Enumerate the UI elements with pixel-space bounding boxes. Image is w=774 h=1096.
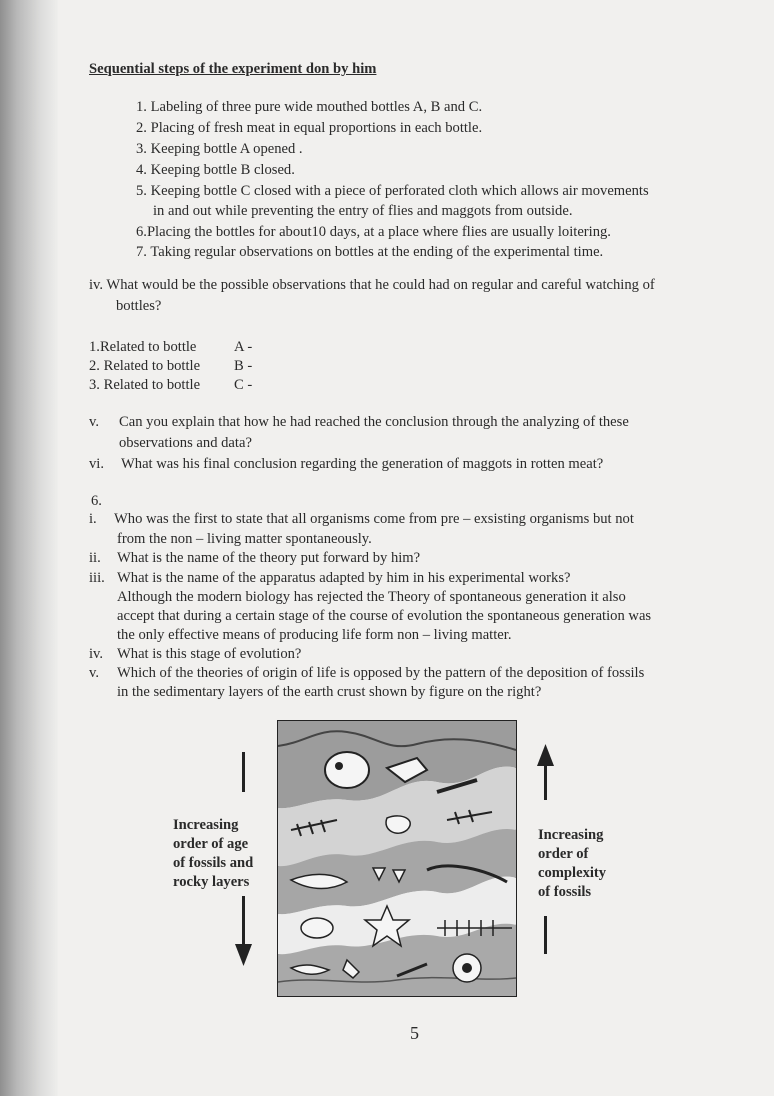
bottle-value: B - [234,358,253,374]
step-item: 6.Placing the bottles for about10 days, at a place where flies are usually loitering. [136,224,611,240]
question-6iv-number: iv. [89,646,104,662]
arrow-shaft-top [544,764,547,800]
section-6-number: 6. [91,493,102,509]
step-item: 4. Keeping bottle B closed. [136,162,295,178]
question-6v-line: in the sedimentary layers of the earth crust shown by figure on the right? [117,684,542,700]
arrow-up-icon [537,744,554,766]
question-6i-line: from the non – living matter spontaneously. [117,531,372,547]
step-item: 5. Keeping bottle C closed with a piece of perforated cloth which allows air movements [136,183,649,199]
step-item: 2. Placing of fresh meat in equal proportions in each bottle. [136,120,483,136]
question-6iii-number: iii. [89,570,105,586]
question-v-number: v. [89,414,99,430]
question-6i-number: i. [89,511,97,527]
step-item: 3. Keeping bottle A opened . [136,141,303,157]
question-iv-line: bottles? [116,298,162,314]
paragraph-line: Although the modern biology has rejected the Theory of spontaneous generation it also [117,589,626,605]
complexity-label-line: order of [538,846,589,862]
complexity-label-line: complexity [538,865,607,881]
paragraph-line: accept that during a certain stage of the course of evolution the spontaneous generation was [117,608,652,624]
arrow-shaft-bottom [242,896,245,948]
arrow-shaft-bottom [544,916,547,954]
question-6ii-text: What is the name of the theory put forward by him? [117,550,421,566]
bottle-label: 1.Related to bottle [89,339,197,355]
question-6iii-text: What is the name of the apparatus adapted by him in his experimental works? [117,570,571,586]
age-order-label [173,816,283,892]
step-item-continuation: in and out while preventing the entry of flies and maggots from outside. [153,203,573,219]
bottle-label: 2. Related to bottle [89,358,201,374]
bottle-value: C - [234,377,253,393]
arrow-down-icon [235,944,252,966]
step-item: 1. Labeling of three pure wide mouthed bottles A, B and C. [136,99,483,115]
question-vi-number: vi. [89,456,104,472]
question-6ii-number: ii. [89,550,101,566]
question-6iv-text: What is this stage of evolution? [117,646,302,662]
question-v-line: Can you explain that how he had reached the conclusion through the analyzing of these [119,414,629,430]
bottle-label: 3. Related to bottle [89,377,201,393]
question-v-line: observations and data? [119,435,252,451]
rock-strata-illustration [277,720,517,997]
arrow-shaft-top [242,752,245,792]
question-iv-line: iv. What would be the possible observations that he could had on regular and careful watching of [89,277,655,293]
step-item: 7. Taking regular observations on bottles at the ending of the experimental time. [136,244,604,260]
page-number: 5 [410,1023,419,1043]
complexity-label-line: Increasing [538,827,604,843]
question-6i-line: Who was the first to state that all organisms come from pre – exsisting organisms but not [114,511,634,527]
question-6v-number: v. [89,665,99,681]
question-6v-line: Which of the theories of origin of life is opposed by the pattern of the deposition of fossils [117,665,645,681]
complexity-order-label [538,826,648,902]
age-label-line: of fossils and [173,855,254,871]
age-label-line: Increasing [173,817,239,833]
age-label-line: order of age [173,836,249,852]
bottle-value: A - [234,339,253,355]
question-vi-text: What was his final conclusion regarding the generation of maggots in rotten meat? [121,456,604,472]
paragraph-line: the only effective means of producing life form non – living matter. [117,627,512,643]
age-label-line: rocky layers [173,874,250,890]
section-heading: Sequential steps of the experiment don by him [89,61,377,77]
complexity-label-line: of fossils [538,884,592,900]
